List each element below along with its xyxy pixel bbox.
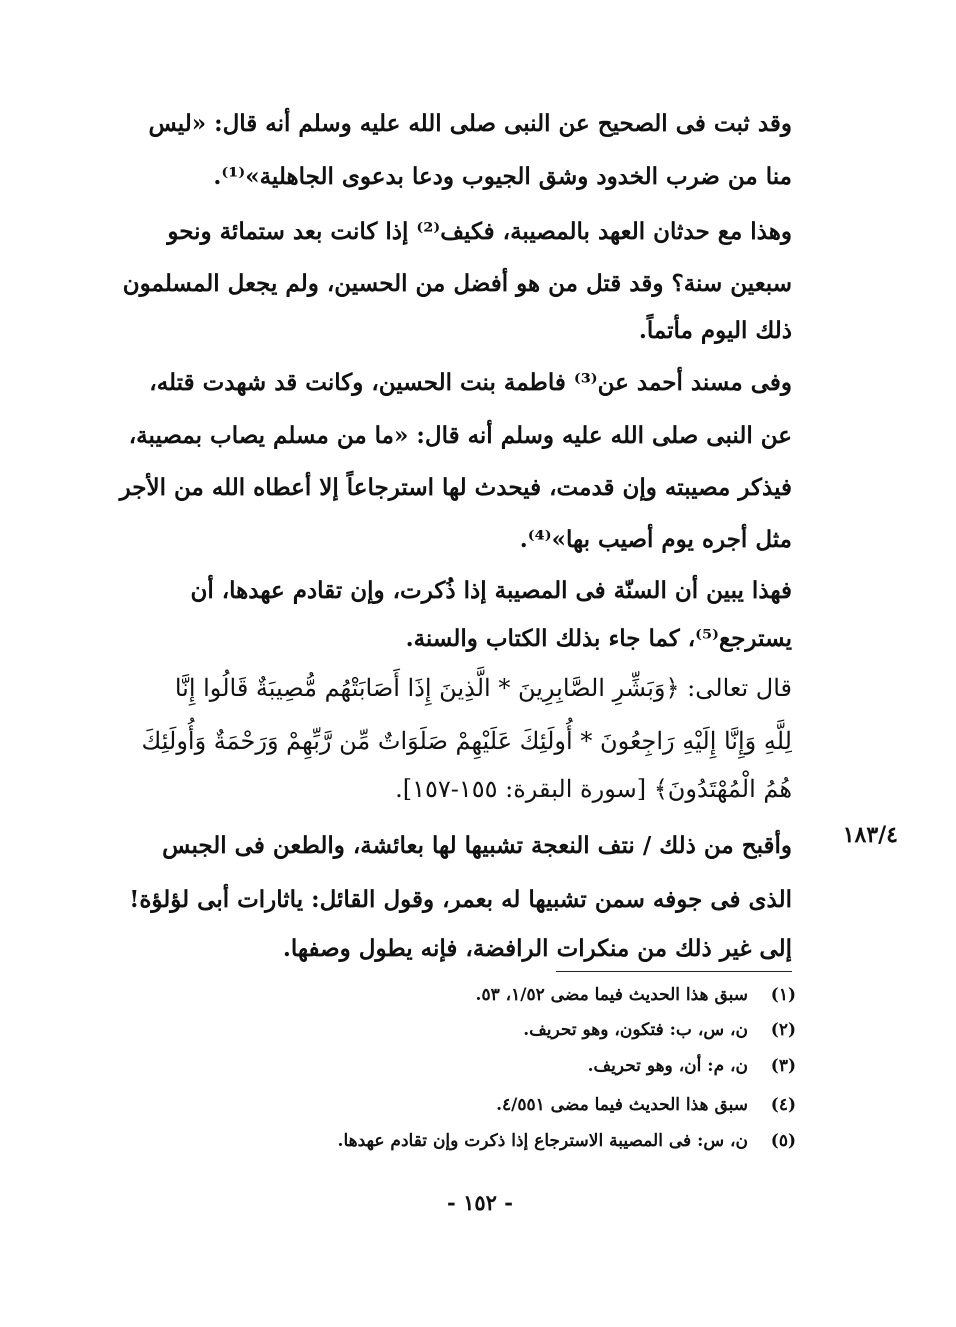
text-line: عن النبى صلى الله عليه وسلم أنه قال: «ما من مسلم يصاب بمصيبة، bbox=[128, 422, 792, 449]
text-line: وقد ثبت فى الصحيح عن النبى صلى الله عليه وسلم أنه قال: «ليس bbox=[148, 110, 792, 137]
text-line: الذى فى جوفه سمن تشبيها له بعمر، وقول القائل: ياثارات أبى لؤلؤة! bbox=[129, 886, 792, 913]
footnote-number: (٤) bbox=[770, 1095, 796, 1115]
page-number: - ١٥٢ - bbox=[447, 1190, 513, 1215]
footnote bbox=[96, 1087, 796, 1123]
text-line: إلى غير ذلك من منكرات الرافضة، فإنه يطول وصفها. bbox=[282, 935, 792, 962]
footnote-text: ن، م: أن، وهو تحريف. bbox=[587, 1056, 748, 1076]
footnote-number: (٣) bbox=[770, 1056, 796, 1076]
quran-line: لِلَّهِ وَإِنَّا إِلَيْهِ رَاجِعُونَ * أُولَئِكَ عَلَيْهِمْ صَلَوَاتٌ مِّن رَّبِّهِمْ وَرَحْمَةٌ وَأُولَئِكَ bbox=[141, 727, 792, 755]
footnote-number: (٥) bbox=[770, 1131, 796, 1151]
text-line: فهذا يبين أن السنّة فى المصيبة إذا ذُكرت، وإن تقادم عهدها، أن bbox=[190, 577, 792, 604]
text-line: سبعين سنة؟ وقد قتل من هو أفضل من الحسين، ولم يجعل المسلمون bbox=[122, 270, 792, 297]
footnote bbox=[96, 1123, 796, 1159]
text-line: وفى مسند أحمد عن⁽³⁾ فاطمة بنت الحسين، وكانت قد شهدت قتله، bbox=[149, 369, 792, 396]
text-line: منا من ضرب الخدود وشق الجيوب ودعا بدعوى الجاهلية»⁽¹⁾. bbox=[213, 163, 792, 190]
text-line: يسترجع⁽⁵⁾، كما جاء بذلك الكتاب والسنة. bbox=[405, 625, 792, 652]
footnote-text: ن، س: فى المصيبة الاسترجاع إذا ذكرت وإن تقادم عهدها. bbox=[337, 1131, 748, 1151]
text-line: فيذكر مصيبته وإن قدمت، فيحدث لها استرجاعاً إلا أعطاه الله من الأجر bbox=[119, 474, 792, 501]
footnote bbox=[96, 1048, 796, 1084]
text-line: وهذا مع حدثان العهد بالمصيبة، فكيف⁽²⁾ إذا كانت بعد ستمائة ونحو bbox=[167, 218, 792, 245]
footnote bbox=[96, 977, 796, 1013]
footnote-text: سبق هذا الحديث فيما مضى ١/٥٢، ٥٣. bbox=[475, 985, 748, 1005]
footnote-number: (٢) bbox=[770, 1020, 796, 1040]
quran-line: هُمُ الْمُهْتَدُونَ﴾ [سورة البقرة: ١٥٥-١٥٧]. bbox=[395, 775, 792, 803]
footnote-text: ن، س، ب: فتكون، وهو تحريف. bbox=[523, 1020, 748, 1040]
footnote-divider bbox=[556, 971, 792, 972]
text-line: مثل أجره يوم أصيب بها»⁽⁴⁾. bbox=[519, 526, 792, 553]
footnote-text: سبق هذا الحديث فيما مضى ٤/٥٥١. bbox=[496, 1095, 748, 1115]
footnote-number: (١) bbox=[770, 985, 796, 1005]
quran-line: قال تعالى: ﴿وَبَشِّرِ الصَّابِرِينَ * الَّذِينَ إِذَا أَصَابَتْهُم مُّصِيبَةٌ قَالُوا إِنَّا bbox=[174, 674, 792, 702]
margin-reference: ١٨٣/٤ bbox=[842, 822, 898, 848]
text-line: ذلك اليوم مأتماً. bbox=[638, 317, 792, 344]
footnote bbox=[96, 1012, 796, 1048]
text-line: وأقبح من ذلك / نتف النعجة تشبيها لها بعائشة، والطعن فى الجبس bbox=[162, 832, 792, 859]
